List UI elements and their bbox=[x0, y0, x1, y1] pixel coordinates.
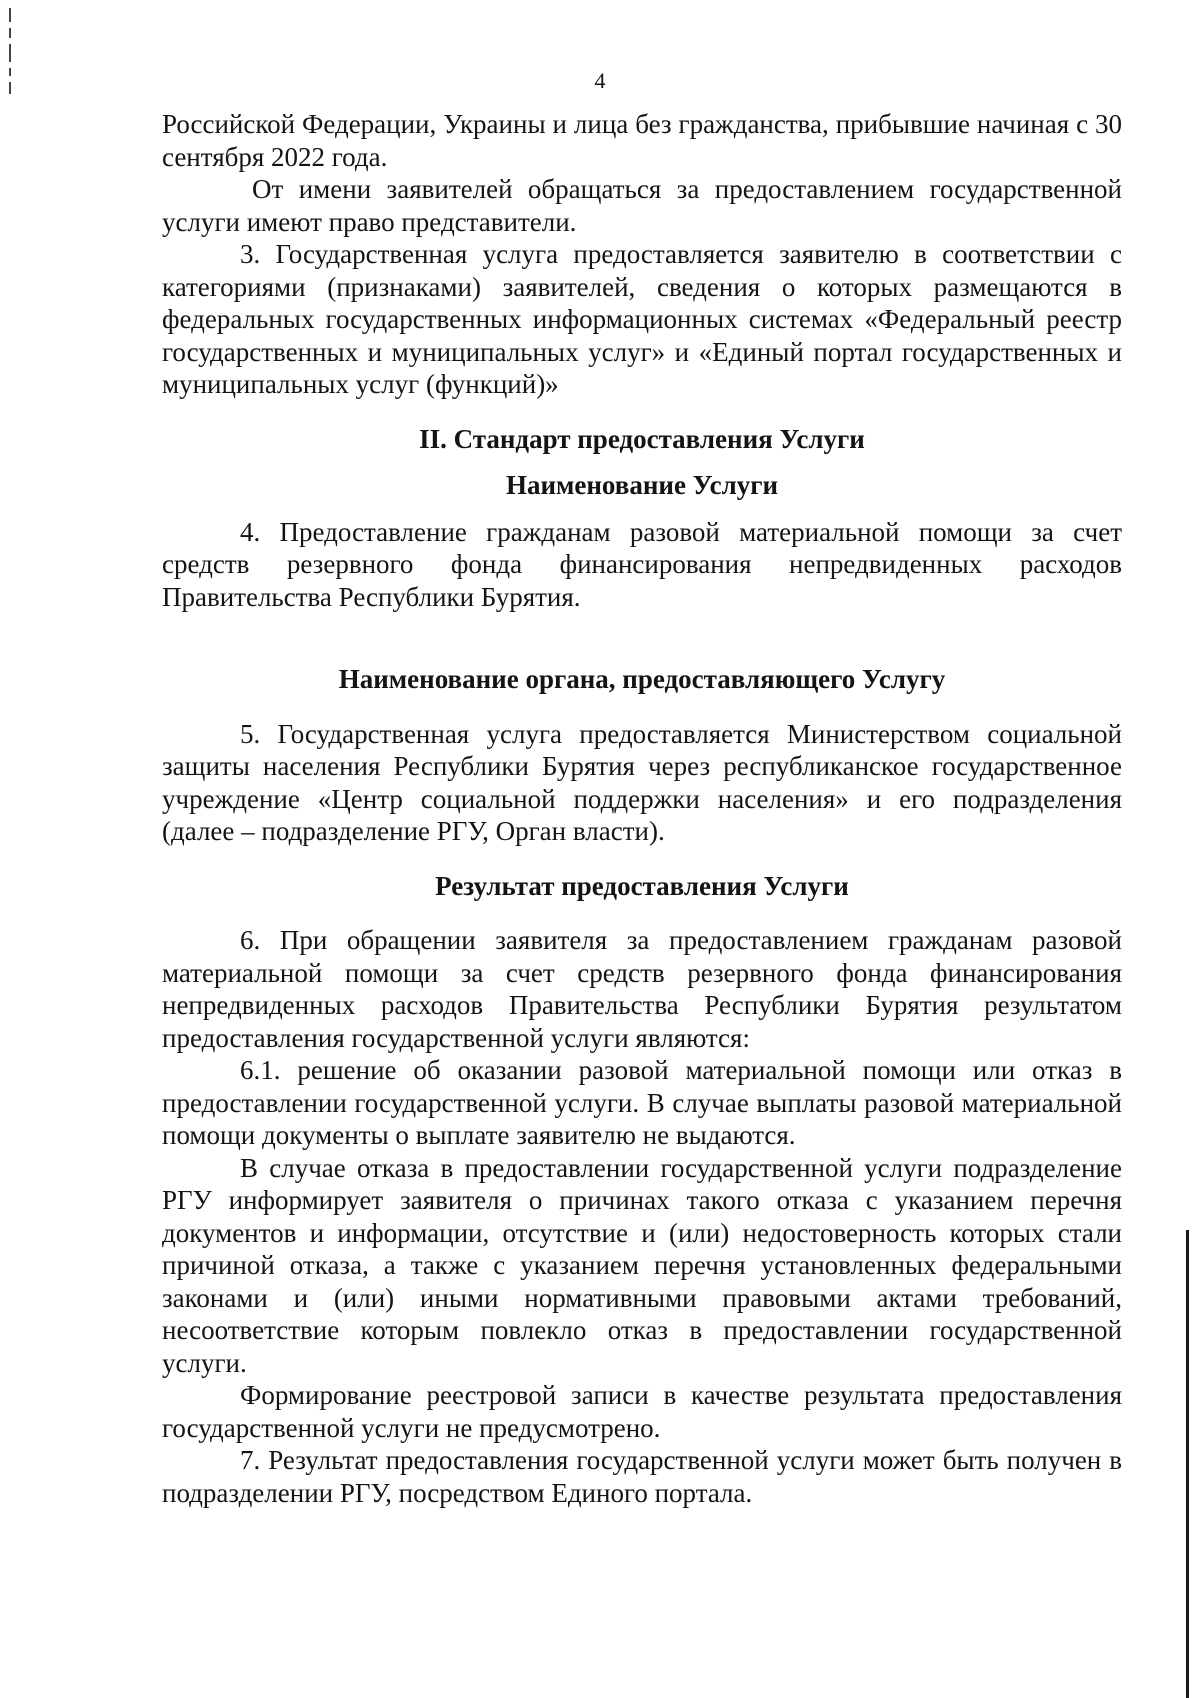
paragraph-7: 7. Результат предоставления государственной услуги может быть получен в подразделении РГУ, посредством Единого портала. bbox=[162, 1445, 1122, 1508]
paragraph-representatives: От имени заявителей обращаться за предоставлением государственной услуги имеют право представители. bbox=[162, 174, 1122, 237]
paragraph-4: 4. Предоставление гражданам разовой материальной помощи за счет средств резервного фонда финансирования непредвиденных расходов Правительства Республики Бурятия. bbox=[162, 516, 1122, 612]
scan-edge-line bbox=[1186, 1230, 1189, 1698]
paragraph-6: 6. При обращении заявителя за предоставлением гражданам разовой материальной помощи за счет средств резервного фонда финансирования непредвиденных расходов Правительства Республики Бурятия результатом предоставления государственной услуги являются: bbox=[162, 925, 1122, 1053]
document-body bbox=[162, 108, 1122, 1509]
section-heading-standard: II. Стандарт предоставления Услуги bbox=[419, 423, 865, 454]
paragraph-refusal: В случае отказа в предоставлении государственной услуги подразделение РГУ информирует заявителя о причинах такого отказа с указанием перечня документов и информации, отсутствие и (или) недостоверность которых стали причиной отказа, а также с указанием перечня установленных федеральными законами и (или) иными нормативными правовыми актами требований, несоответствие которым повлекло отказ в предоставлении государственной услуги. bbox=[162, 1152, 1122, 1378]
paragraph-citizenship-continuation: Российской Федерации, Украины и лица без гражданства, прибывшие начиная с 30 сентября 2022 года. bbox=[162, 109, 1122, 172]
subheading-service-result: Результат предоставления Услуги bbox=[435, 870, 849, 901]
paragraph-registry-record: Формирование реестровой записи в качестве результата предоставления государственной услуги не предусмотрено. bbox=[162, 1380, 1122, 1443]
subheading-service-name: Наименование Услуги bbox=[505, 470, 779, 500]
scan-margin-marks bbox=[9, 8, 13, 118]
page-number: 4 bbox=[594, 68, 606, 93]
subheading-providing-body: Наименование органа, предоставляющего Услугу bbox=[338, 664, 946, 694]
paragraph-6-1: 6.1. решение об оказании разовой материальной помощи или отказ в предоставлении государственной услуги. В случае выплаты разовой материальной помощи документы о выплате заявителю не выдаются. bbox=[162, 1055, 1122, 1150]
paragraph-3: 3. Государственная услуга предоставляется заявителю в соответствии с категориями (признаками) заявителей, сведения о которых размещаются в федеральных государственных информационных системах «Федеральный реестр государственных и муниципальных услуг» и «Единый портал государственных и муниципальных услуг (функций)» bbox=[162, 239, 1122, 399]
paragraph-5: 5. Государственная услуга предоставляется Министерством социальной защиты населения Республики Бурятия через республиканское государственное учреждение «Центр социальной поддержки населения» и его подразделения (далее – подразделение РГУ, Орган власти). bbox=[162, 718, 1122, 846]
